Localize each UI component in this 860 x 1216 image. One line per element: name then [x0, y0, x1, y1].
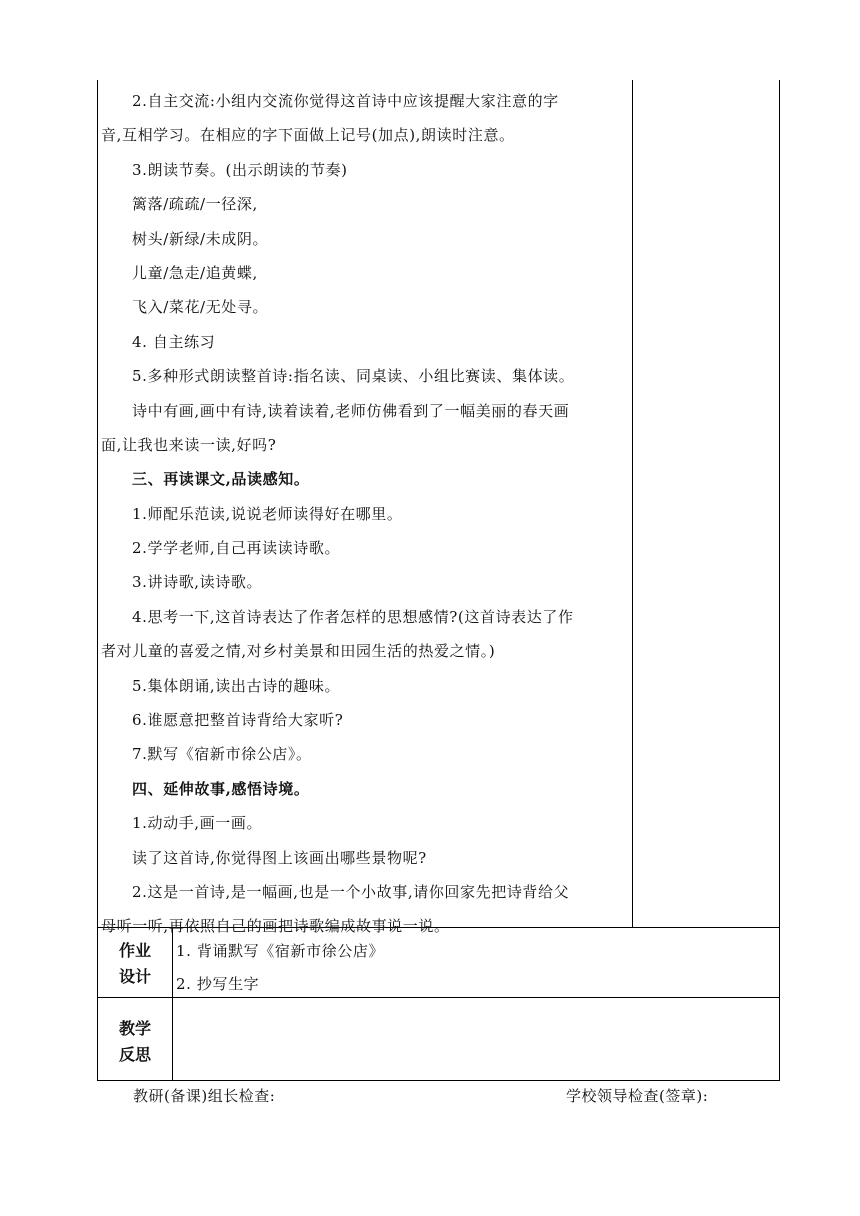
homework-label-line1: 作业 — [118, 941, 151, 960]
content-line: 2.学学老师,自己再读读诗歌。 — [132, 539, 341, 558]
homework-item: 2. 抄写生字 — [176, 975, 260, 993]
homework-label-line2: 设计 — [118, 967, 151, 986]
footer-group-leader-check: 教研(备课)组长检查: — [133, 1087, 276, 1105]
poem-line: 篱落/疏疏/一径深, — [132, 195, 258, 214]
homework-item: 1. 背诵默写《宿新市徐公店》 — [176, 942, 385, 960]
content-line: 母听一听,再依照自己的画把诗歌编成故事说一说。 — [101, 917, 450, 936]
reflection-top-border — [97, 997, 780, 998]
content-line: 6.谁愿意把整首诗背给大家听? — [132, 711, 344, 730]
reflection-label-line1: 教学 — [118, 1019, 151, 1038]
section-heading: 三、再读课文,品读感知。 — [132, 470, 310, 489]
footer-school-leader-check: 学校领导检查(签章): — [566, 1087, 709, 1105]
content-right-divider — [632, 80, 633, 928]
content-line: 4. 自主练习 — [132, 332, 216, 351]
table-border-left — [97, 80, 98, 1081]
content-line: 5.多种形式朗读整首诗:指名读、同桌读、小组比赛读、集体读。 — [132, 367, 575, 386]
content-line: 4.思考一下,这首诗表达了作者怎样的思想感情?(这首诗表达了作 — [132, 607, 574, 626]
reflection-field[interactable] — [174, 999, 778, 1079]
content-line: 1.师配乐范读,说说老师读得好在哪里。 — [132, 504, 403, 523]
poem-line: 树头/新绿/未成阴。 — [132, 229, 269, 248]
section-heading: 四、延伸故事,感悟诗境。 — [132, 779, 310, 798]
content-line: 7.默写《宿新市徐公店》。 — [132, 745, 312, 764]
reflection-label — [98, 1016, 172, 1068]
content-line: 诗中有画,画中有诗,读着读着,老师仿佛看到了一幅美丽的春天画 — [132, 401, 570, 420]
reflection-label-line2: 反思 — [118, 1045, 151, 1064]
content-line: 2.自主交流:小组内交流你觉得这首诗中应该提醒大家注意的字 — [132, 92, 559, 110]
content-line: 面,让我也来读一读,好吗? — [101, 435, 277, 454]
content-line: 音,互相学习。在相应的字下面做上记号(加点),朗读时注意。 — [101, 126, 515, 145]
homework-label — [98, 938, 172, 990]
content-line: 读了这首诗,你觉得图上该画出哪些景物呢? — [132, 848, 427, 867]
lesson-content — [101, 84, 631, 944]
table-border-right — [779, 80, 780, 1081]
content-line: 3.朗读节奏。(出示朗读的节奏) — [132, 160, 348, 179]
poem-line: 飞入/菜花/无处寻。 — [132, 298, 269, 317]
label-column-divider — [172, 927, 173, 1080]
poem-line: 儿童/急走/追黄蝶, — [132, 263, 258, 282]
table-border-bottom — [97, 1080, 780, 1081]
content-line: 3.讲诗歌,读诗歌。 — [132, 573, 263, 592]
content-line: 者对儿童的喜爱之情,对乡村美景和田园生活的热爱之情。) — [101, 642, 496, 661]
content-line: 1.动动手,画一画。 — [132, 814, 263, 833]
content-line: 5.集体朗诵,读出古诗的趣味。 — [132, 676, 341, 695]
content-line: 2.这是一首诗,是一幅画,也是一个小故事,请你回家先把诗背给父 — [132, 882, 570, 901]
